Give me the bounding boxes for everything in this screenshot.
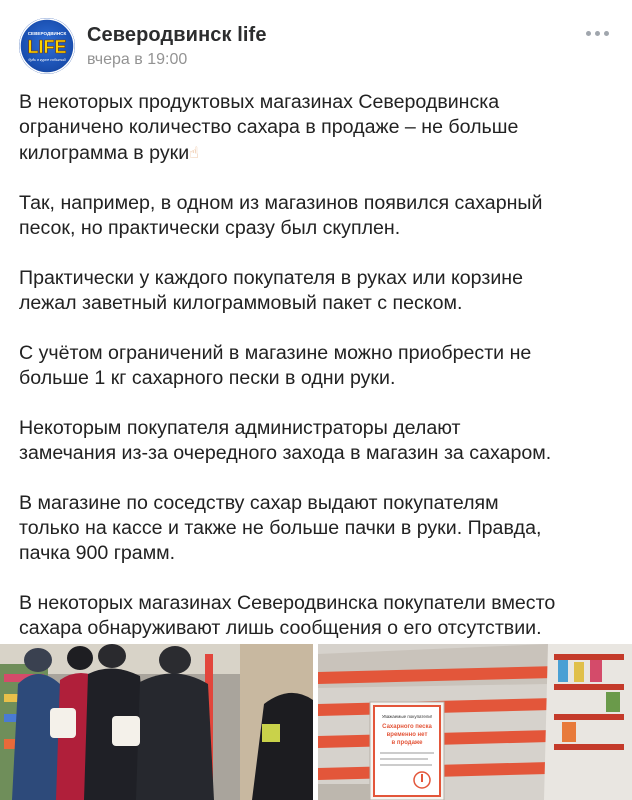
post-text-line: песок, но практически сразу был скуплен. — [19, 217, 401, 239]
post-text-line: ограничено количество сахара в продаже – не больше — [19, 116, 519, 138]
sign-line-4: в продаже — [391, 740, 423, 746]
more-dot — [604, 31, 609, 36]
community-avatar[interactable] — [19, 18, 75, 74]
post-text-line: больше 1 кг сахарного пески в одни руки. — [19, 367, 396, 389]
post-text-line: С учётом ограничений в магазине можно приобрести не — [19, 342, 532, 364]
photo-shoppers[interactable] — [0, 644, 313, 800]
photo-empty-shelves[interactable] — [318, 644, 632, 800]
post-paragraph — [19, 191, 619, 241]
avatar-top-text: СЕВЕРОДВИНСК — [27, 31, 67, 36]
post-text-line: замечания из-за очередного захода в магазин за сахаром. — [19, 442, 552, 464]
post-text-line: Так, например, в одном из магазинов появился сахарный — [19, 192, 543, 214]
post-paragraph — [19, 266, 619, 316]
post-text-line: В магазине по соседству сахар выдают покупателям — [19, 492, 499, 514]
post-text-line: Некоторым покупателя администраторы делают — [19, 417, 461, 439]
post-text-line: Практически у каждого покупателя в руках или корзине — [19, 267, 523, 289]
post-text-line: лежал заветный килограммовый пакет с песком. — [19, 292, 463, 314]
post-time[interactable]: вчера в 19:00 — [87, 51, 188, 68]
post-text — [19, 90, 619, 666]
sign-line-3: временно нет — [386, 732, 428, 738]
post-paragraph — [19, 341, 619, 391]
post-paragraph — [19, 416, 619, 466]
raised-finger-emoji-icon: ☝ — [189, 143, 199, 162]
author-name[interactable]: Северодвинск life — [87, 24, 267, 46]
post-text-line: только на кассе и также не больше пачки в руки. Правда, — [19, 517, 542, 539]
avatar-logo — [19, 18, 75, 74]
post-text-line: В некоторых продуктовых магазинах Северодвинска — [19, 91, 500, 113]
more-dot — [595, 31, 600, 36]
post-paragraph — [19, 90, 619, 166]
post-paragraph — [19, 591, 619, 641]
post-header — [0, 0, 632, 84]
sign-line-2: Сахарного песка — [382, 724, 432, 730]
photo-empty-shelves-image — [318, 644, 632, 800]
post-text-line: сахара обнаруживают лишь сообщения о его отсутствии. — [19, 617, 542, 639]
photo-shoppers-image — [0, 644, 313, 800]
sign-line-1: Уважаемые покупатели! — [381, 714, 433, 719]
more-dot — [586, 31, 591, 36]
avatar-bottom-text: будь в курсе событий — [28, 58, 66, 62]
more-icon[interactable] — [586, 26, 614, 40]
post-paragraph — [19, 491, 619, 566]
post-text-line: пачка 900 грамм. — [19, 542, 176, 564]
avatar-main-text: LIFE — [27, 37, 67, 57]
post-text-line: килограмма в руки☝ — [19, 142, 199, 164]
post-text-line: В некоторых магазинах Северодвинска покупатели вместо — [19, 592, 556, 614]
